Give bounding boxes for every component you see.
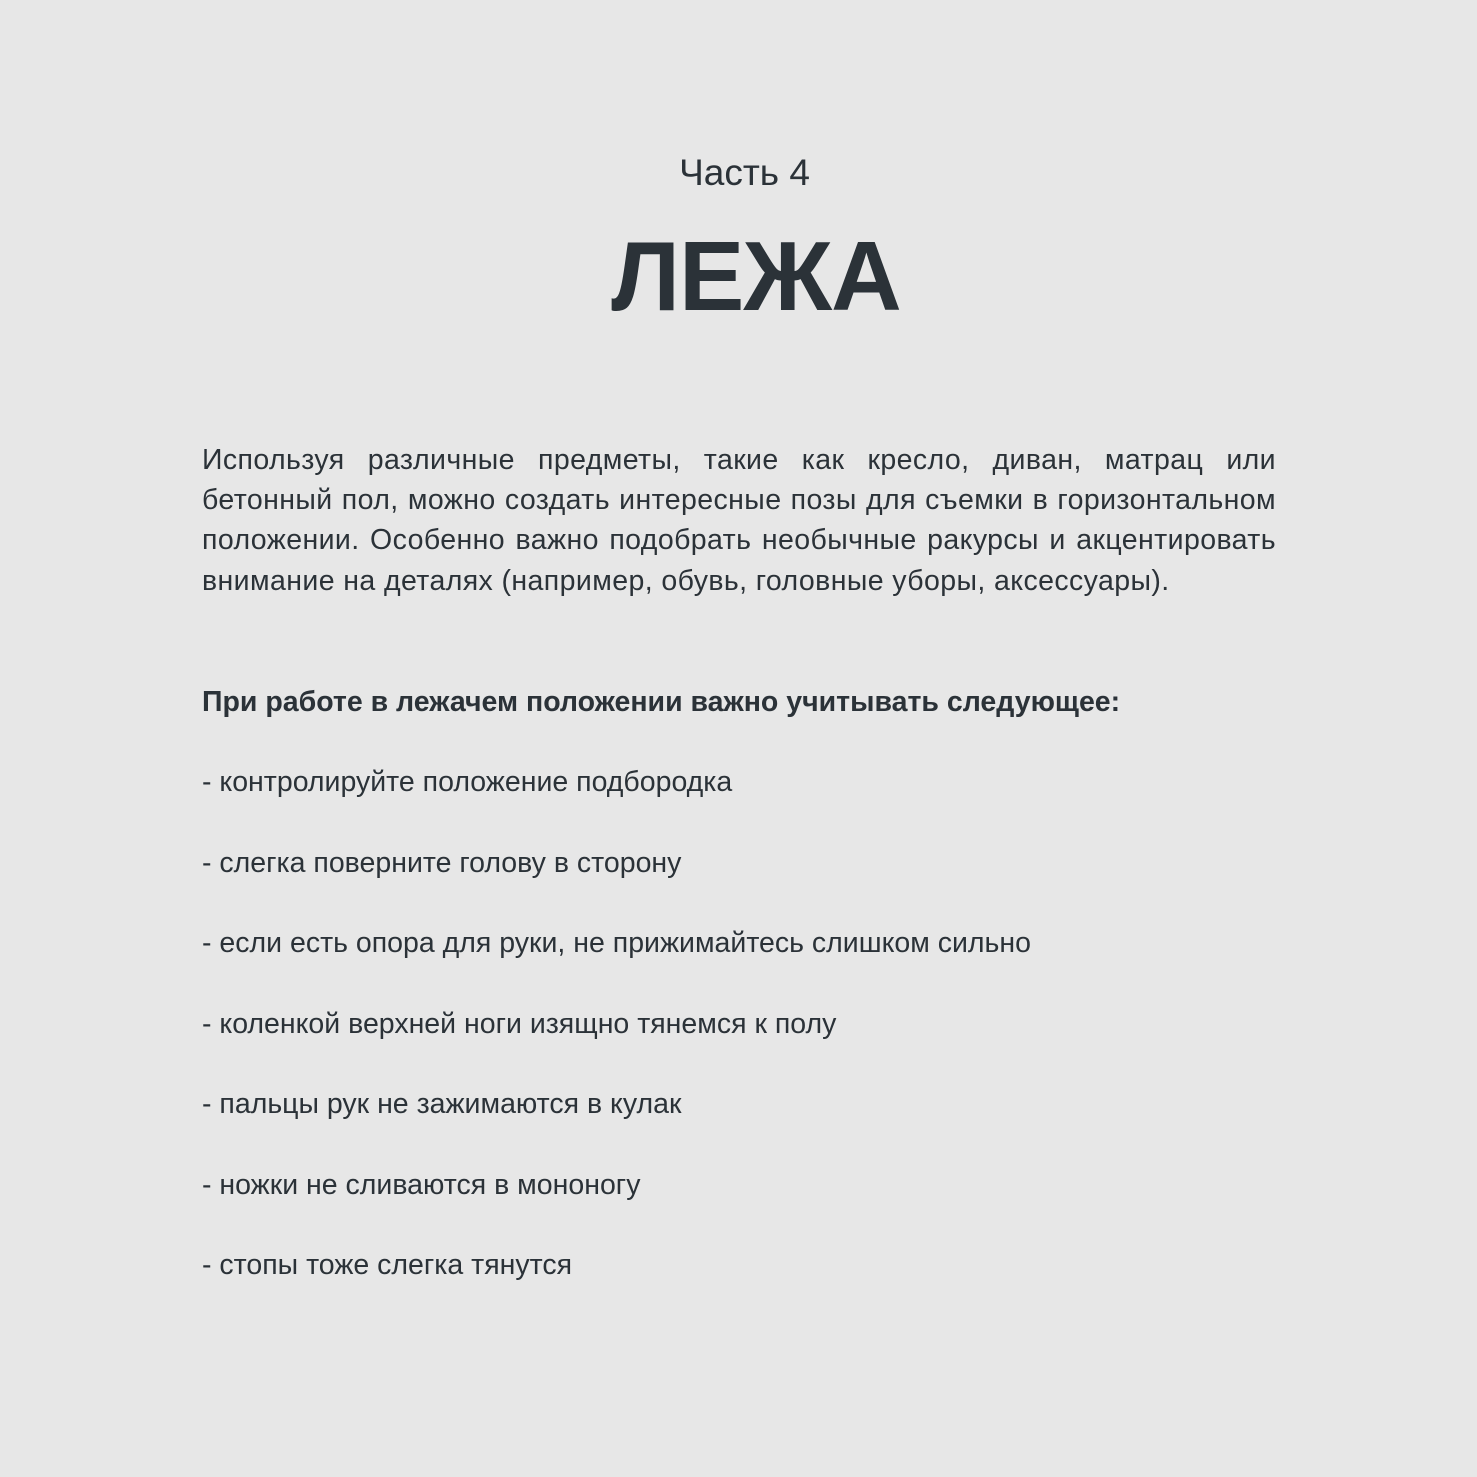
list-item: - слегка поверните голову в сторону	[202, 846, 682, 879]
tips-list	[202, 762, 1031, 1326]
list-item: - коленкой верхней ноги изящно тянемся к полу	[202, 1007, 837, 1040]
list-item: - ножки не сливаются в мононогу	[202, 1168, 641, 1201]
intro-block	[202, 440, 1276, 601]
list-item: - контролируйте положение подбородка	[202, 766, 733, 798]
list-item: - стопы тоже слегка тянутся	[202, 1249, 573, 1281]
list-item: - если есть опора для руки, не прижимайтесь слишком сильно	[202, 927, 1031, 959]
tips-heading: При работе в лежачем положении важно учитывать следующее:	[202, 686, 1121, 718]
list-item: - пальцы рук не зажимаются в кулак	[202, 1088, 682, 1120]
page-title: ЛЕЖА	[611, 221, 901, 331]
part-label: Часть 4	[679, 152, 810, 193]
intro-paragraph: Используя различные предметы, такие как кресло, диван, матрац или бетонный пол, можно создать интересные позы для съемки в горизонтальном положении. Особенно важно подобрать необычные ракурсы и акцентировать внимание на деталях (например, обувь, головные уборы, аксессуары).	[202, 444, 1276, 597]
